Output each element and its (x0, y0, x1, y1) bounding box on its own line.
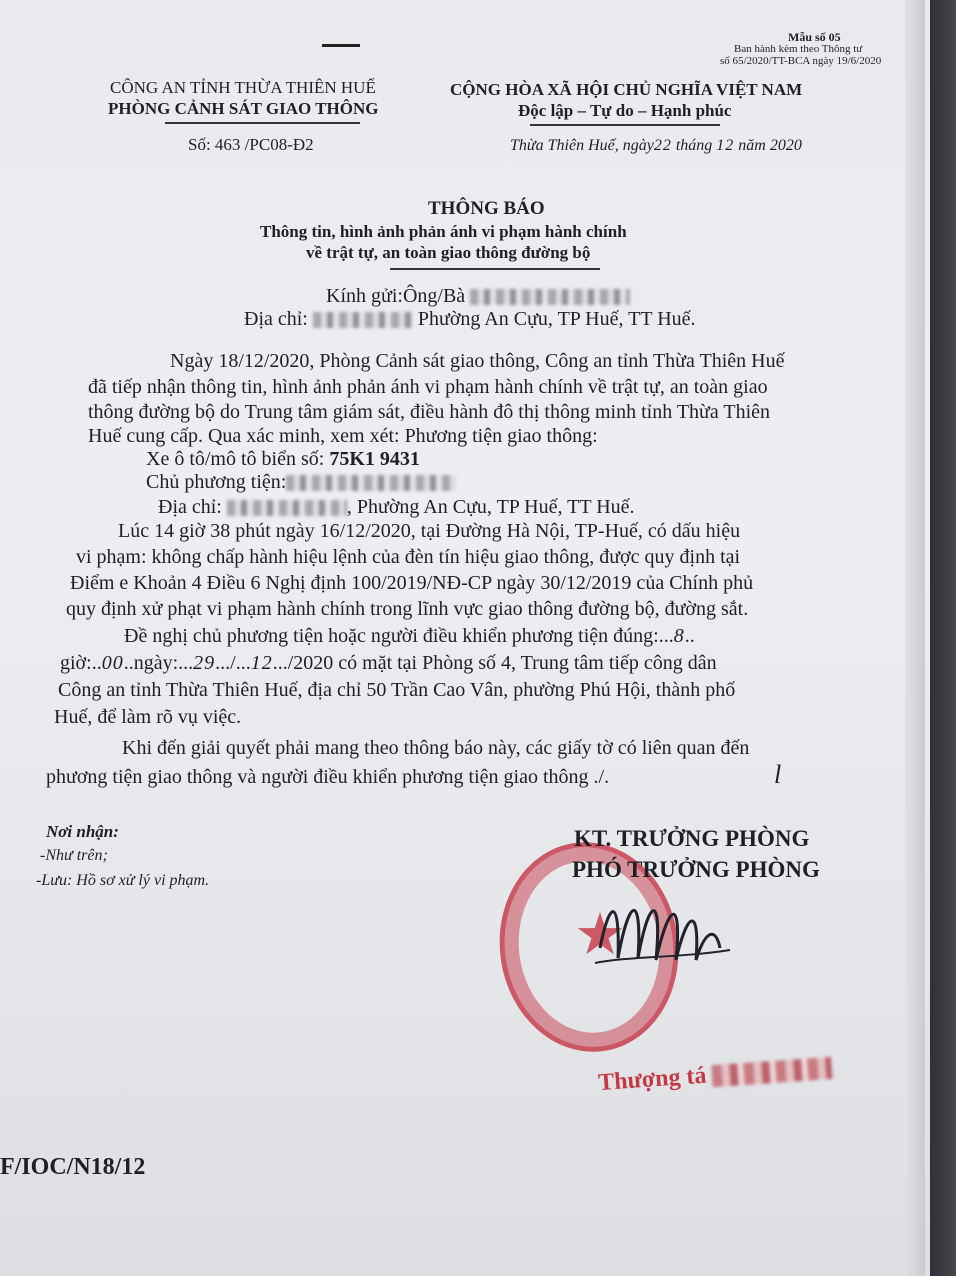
background-edge (930, 0, 956, 1276)
body-line: phương tiện giao thông và người điều khiển phương tiện giao thông ./. (46, 766, 610, 788)
form-number: Mẫu số 05 (788, 30, 841, 44)
notice-title: THÔNG BÁO (428, 198, 545, 219)
reference-code: F/IOC/N18/12 (0, 1154, 146, 1180)
recipient-address-rest: Phường An Cựu, TP Huế, TT Huế. (417, 308, 696, 330)
redacted-recipient-name (470, 289, 630, 305)
plate-number: 75K1 9431 (329, 448, 420, 470)
body-line: Điểm e Khoản 4 Điều 6 Nghị định 100/2019/NĐ-CP ngày 30/12/2019 của Chính phủ (70, 572, 754, 594)
owner-address-rest: , Phường An Cựu, TP Huế, TT Huế. (346, 496, 635, 518)
redacted-address (313, 312, 413, 328)
document-number: Số: 463 /PC08-Đ2 (188, 135, 314, 154)
body-line: quy định xử phạt vi phạm hành chính trong lĩnh vực giao thông đường bộ, đường sắt. (66, 598, 749, 620)
document-date (510, 137, 802, 155)
plate-label: Xe ô tô/mô tô biển số: (146, 448, 325, 470)
owner-address-label: Địa chỉ: (158, 496, 222, 518)
form-issued-line1: Ban hành kèm theo Thông tư (734, 43, 863, 55)
title-underline (390, 268, 600, 270)
appointment-day: 29 (193, 652, 216, 674)
recipient-address-label: Địa chỉ: (244, 308, 308, 330)
motto-underline (530, 124, 720, 126)
department-name: PHÒNG CẢNH SÁT GIAO THÔNG (108, 99, 379, 118)
body-line: Huế cung cấp. Qua xác minh, xem xét: Phương tiện giao thông: (88, 425, 598, 447)
date-year: năm 2020 (738, 137, 802, 154)
appointment-request: Đề nghị chủ phương tiện hoặc người điều khiển phương tiện đúng:... (124, 625, 674, 647)
seal-star-icon: ★ (574, 902, 626, 967)
body-line: đã tiếp nhận thông tin, hình ảnh phản ánh vi phạm hành chính về trật tự, an toàn giao (88, 376, 768, 398)
body-line: Công an tỉnh Thừa Thiên Huế, địa chỉ 50 Trần Cao Vân, phường Phú Hội, thành phố (58, 679, 736, 701)
appointment-line2 (60, 650, 717, 677)
agency-name: CÔNG AN TỈNH THỪA THIÊN HUẾ (110, 78, 376, 97)
owner-label: Chủ phương tiện: (146, 471, 287, 493)
department-underline (165, 122, 360, 124)
month-separator: .../... (215, 652, 251, 674)
appointment-line1: Đề nghị chủ phương tiện hoặc người điều khiển phương tiện đúng:...8.. (124, 625, 695, 647)
appointment-hour: 8 (673, 625, 685, 647)
body-line: vi phạm: không chấp hành hiệu lệnh của đèn tín hiệu giao thông, được quy định tại (76, 546, 741, 568)
appointment-month: 12 (250, 652, 273, 674)
date-day: 22 (653, 137, 672, 154)
date-month-word: tháng (675, 137, 713, 154)
handwritten-initial: Ɩ (774, 760, 782, 789)
hour-label: giờ:.. (60, 652, 102, 674)
day-label: ..ngày:... (123, 652, 194, 674)
sign-subtitle: PHÓ TRƯỞNG PHÒNG (572, 857, 820, 882)
body-line: thông đường bộ do Trung tâm giám sát, điều hành đô thị thông minh tỉnh Thừa Thiên (88, 401, 771, 423)
redacted-owner-address (227, 500, 347, 516)
notice-subtitle-line1: Thông tin, hình ảnh phản ánh vi phạm hành chính (260, 222, 627, 241)
owner-address-line (158, 494, 635, 521)
body-line: Ngày 18/12/2020, Phòng Cảnh sát giao thông, Công an tỉnh Thừa Thiên Huế (170, 350, 785, 372)
recipient-item: -Như trên; (40, 847, 108, 864)
sign-title: KT. TRƯỞNG PHÒNG (574, 826, 810, 851)
appointment-minute: 00 (101, 652, 124, 674)
recipients-title: Nơi nhận: (46, 822, 119, 841)
owner-line (146, 469, 456, 496)
paper-edge (905, 0, 925, 1276)
recipient-item: -Lưu: Hồ sơ xử lý vi phạm. (36, 872, 210, 889)
body-line: Khi đến giải quyết phải mang theo thông báo này, các giấy tờ có liên quan đến (122, 737, 750, 759)
form-issued-line2: số 65/2020/TT-BCA ngày 19/6/2020 (720, 55, 882, 67)
signature (590, 888, 740, 978)
recipient-address (244, 306, 696, 333)
nation-motto: Độc lập – Tự do – Hạnh phúc (518, 101, 732, 120)
recipient-greeting: Kính gửi:Ông/Bà (326, 285, 466, 307)
date-month: 12 (716, 137, 735, 154)
nation-name: CỘNG HÒA XÃ HỘI CHỦ NGHĨA VIỆT NAM (450, 80, 803, 99)
redacted-owner-name (286, 475, 456, 491)
signer-rank-text: Thượng tá (597, 1062, 708, 1097)
date-prefix: Thừa Thiên Huế, ngày (510, 137, 654, 154)
notice-subtitle-line2: về trật tự, an toàn giao thông đường bộ (306, 243, 591, 262)
body-line: Lúc 14 giờ 38 phút ngày 16/12/2020, tại Đường Hà Nội, TP-Huế, có dấu hiệu (118, 520, 741, 542)
handwritten-dash (322, 44, 360, 47)
body-line: Huế, để làm rõ vụ việc. (54, 706, 242, 728)
appointment-location: .../2020 có mặt tại Phòng số 4, Trung tâm tiếp công dân (272, 652, 717, 674)
